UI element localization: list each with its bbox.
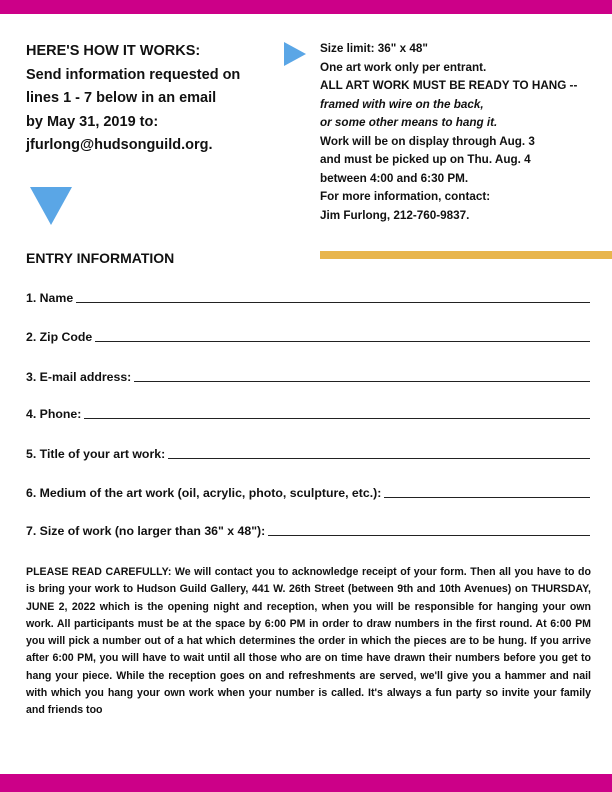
how-line: Send information requested on	[26, 66, 241, 83]
rule-line: Size limit: 36" x 48"	[320, 42, 428, 55]
field-zip[interactable]	[26, 329, 590, 345]
contact-line: Jim Furlong, 212-760-9837.	[320, 208, 470, 222]
bottom-magenta-bar	[0, 774, 612, 792]
field-phone[interactable]	[26, 406, 590, 422]
entry-title: ENTRY INFORMATION	[26, 250, 175, 266]
rule-line: For more information, contact:	[320, 190, 491, 203]
field-label: 5. Title of your art work:	[26, 447, 166, 461]
field-line[interactable]	[84, 417, 590, 419]
field-label: 4. Phone:	[26, 407, 82, 421]
field-line[interactable]	[76, 301, 590, 303]
submission-rules	[320, 40, 610, 225]
rule-line: ALL ART WORK MUST BE READY TO HANG --	[320, 79, 578, 92]
email-link[interactable]: jfurlong@hudsonguild.org.	[26, 137, 213, 153]
top-magenta-bar	[0, 0, 612, 14]
field-email[interactable]	[26, 369, 590, 385]
how-line: by May 31, 2019 to:	[26, 113, 159, 130]
field-title[interactable]	[26, 446, 590, 462]
rule-line: One art work only per entrant.	[320, 60, 487, 74]
gold-accent-bar	[320, 251, 612, 259]
field-label: 3. E-mail address:	[26, 370, 132, 384]
field-name[interactable]	[26, 290, 590, 306]
rule-line: or some other means to hang it.	[320, 116, 498, 129]
field-line[interactable]	[168, 457, 590, 459]
field-label: 6. Medium of the art work (oil, acrylic, photo, sculpture, etc.):	[26, 486, 382, 500]
how-heading: HERE'S HOW IT WORKS:	[26, 43, 201, 59]
field-label: 1. Name	[26, 291, 74, 305]
rule-line: framed with wire on the back,	[320, 97, 484, 111]
triangle-down-icon	[30, 187, 72, 225]
rule-line: and must be picked up on Thu. Aug. 4	[320, 153, 531, 166]
rule-line: Work will be on display through Aug. 3	[320, 134, 535, 148]
how-line: lines 1 - 7 below in an email	[26, 90, 217, 106]
field-line[interactable]	[95, 340, 590, 342]
field-size[interactable]	[26, 523, 590, 539]
field-label: 7. Size of work (no larger than 36" x 48"):	[26, 524, 266, 538]
field-medium[interactable]	[26, 485, 590, 501]
field-label: 2. Zip Code	[26, 330, 93, 344]
field-line[interactable]	[134, 380, 590, 382]
how-it-works	[26, 40, 276, 158]
triangle-right-icon	[284, 42, 306, 66]
please-read-paragraph: PLEASE READ CAREFULLY: We will contact you to acknowledge receipt of your form. Then all you have to do is bring your work to Hudson Guild Gallery, 441 W. 26th Street (between 9th and 10th Avenues) on THURSDAY, JUNE 2, 2022 which is the opening night and reception, when you will be responsible for hanging your own work. All participants must be at the space by 6:00 PM in order to draw numbers in the first round. At 6:00 PM you will pick a number out of a hat which determines the order in which the pieces are to be hung. If you arrive after 6:00 PM, you will have to wait until all those who are on time have drawn their numbers before you get to hang your piece. While the reception goes on and refreshments are served, we'll give you a hammer and nail with which you hang your own work when your number is called. It's always a fun party so invite your family and friends too	[26, 566, 591, 717]
field-line[interactable]	[384, 496, 590, 498]
field-line[interactable]	[268, 534, 590, 536]
rule-line: between 4:00 and 6:30 PM.	[320, 171, 469, 185]
